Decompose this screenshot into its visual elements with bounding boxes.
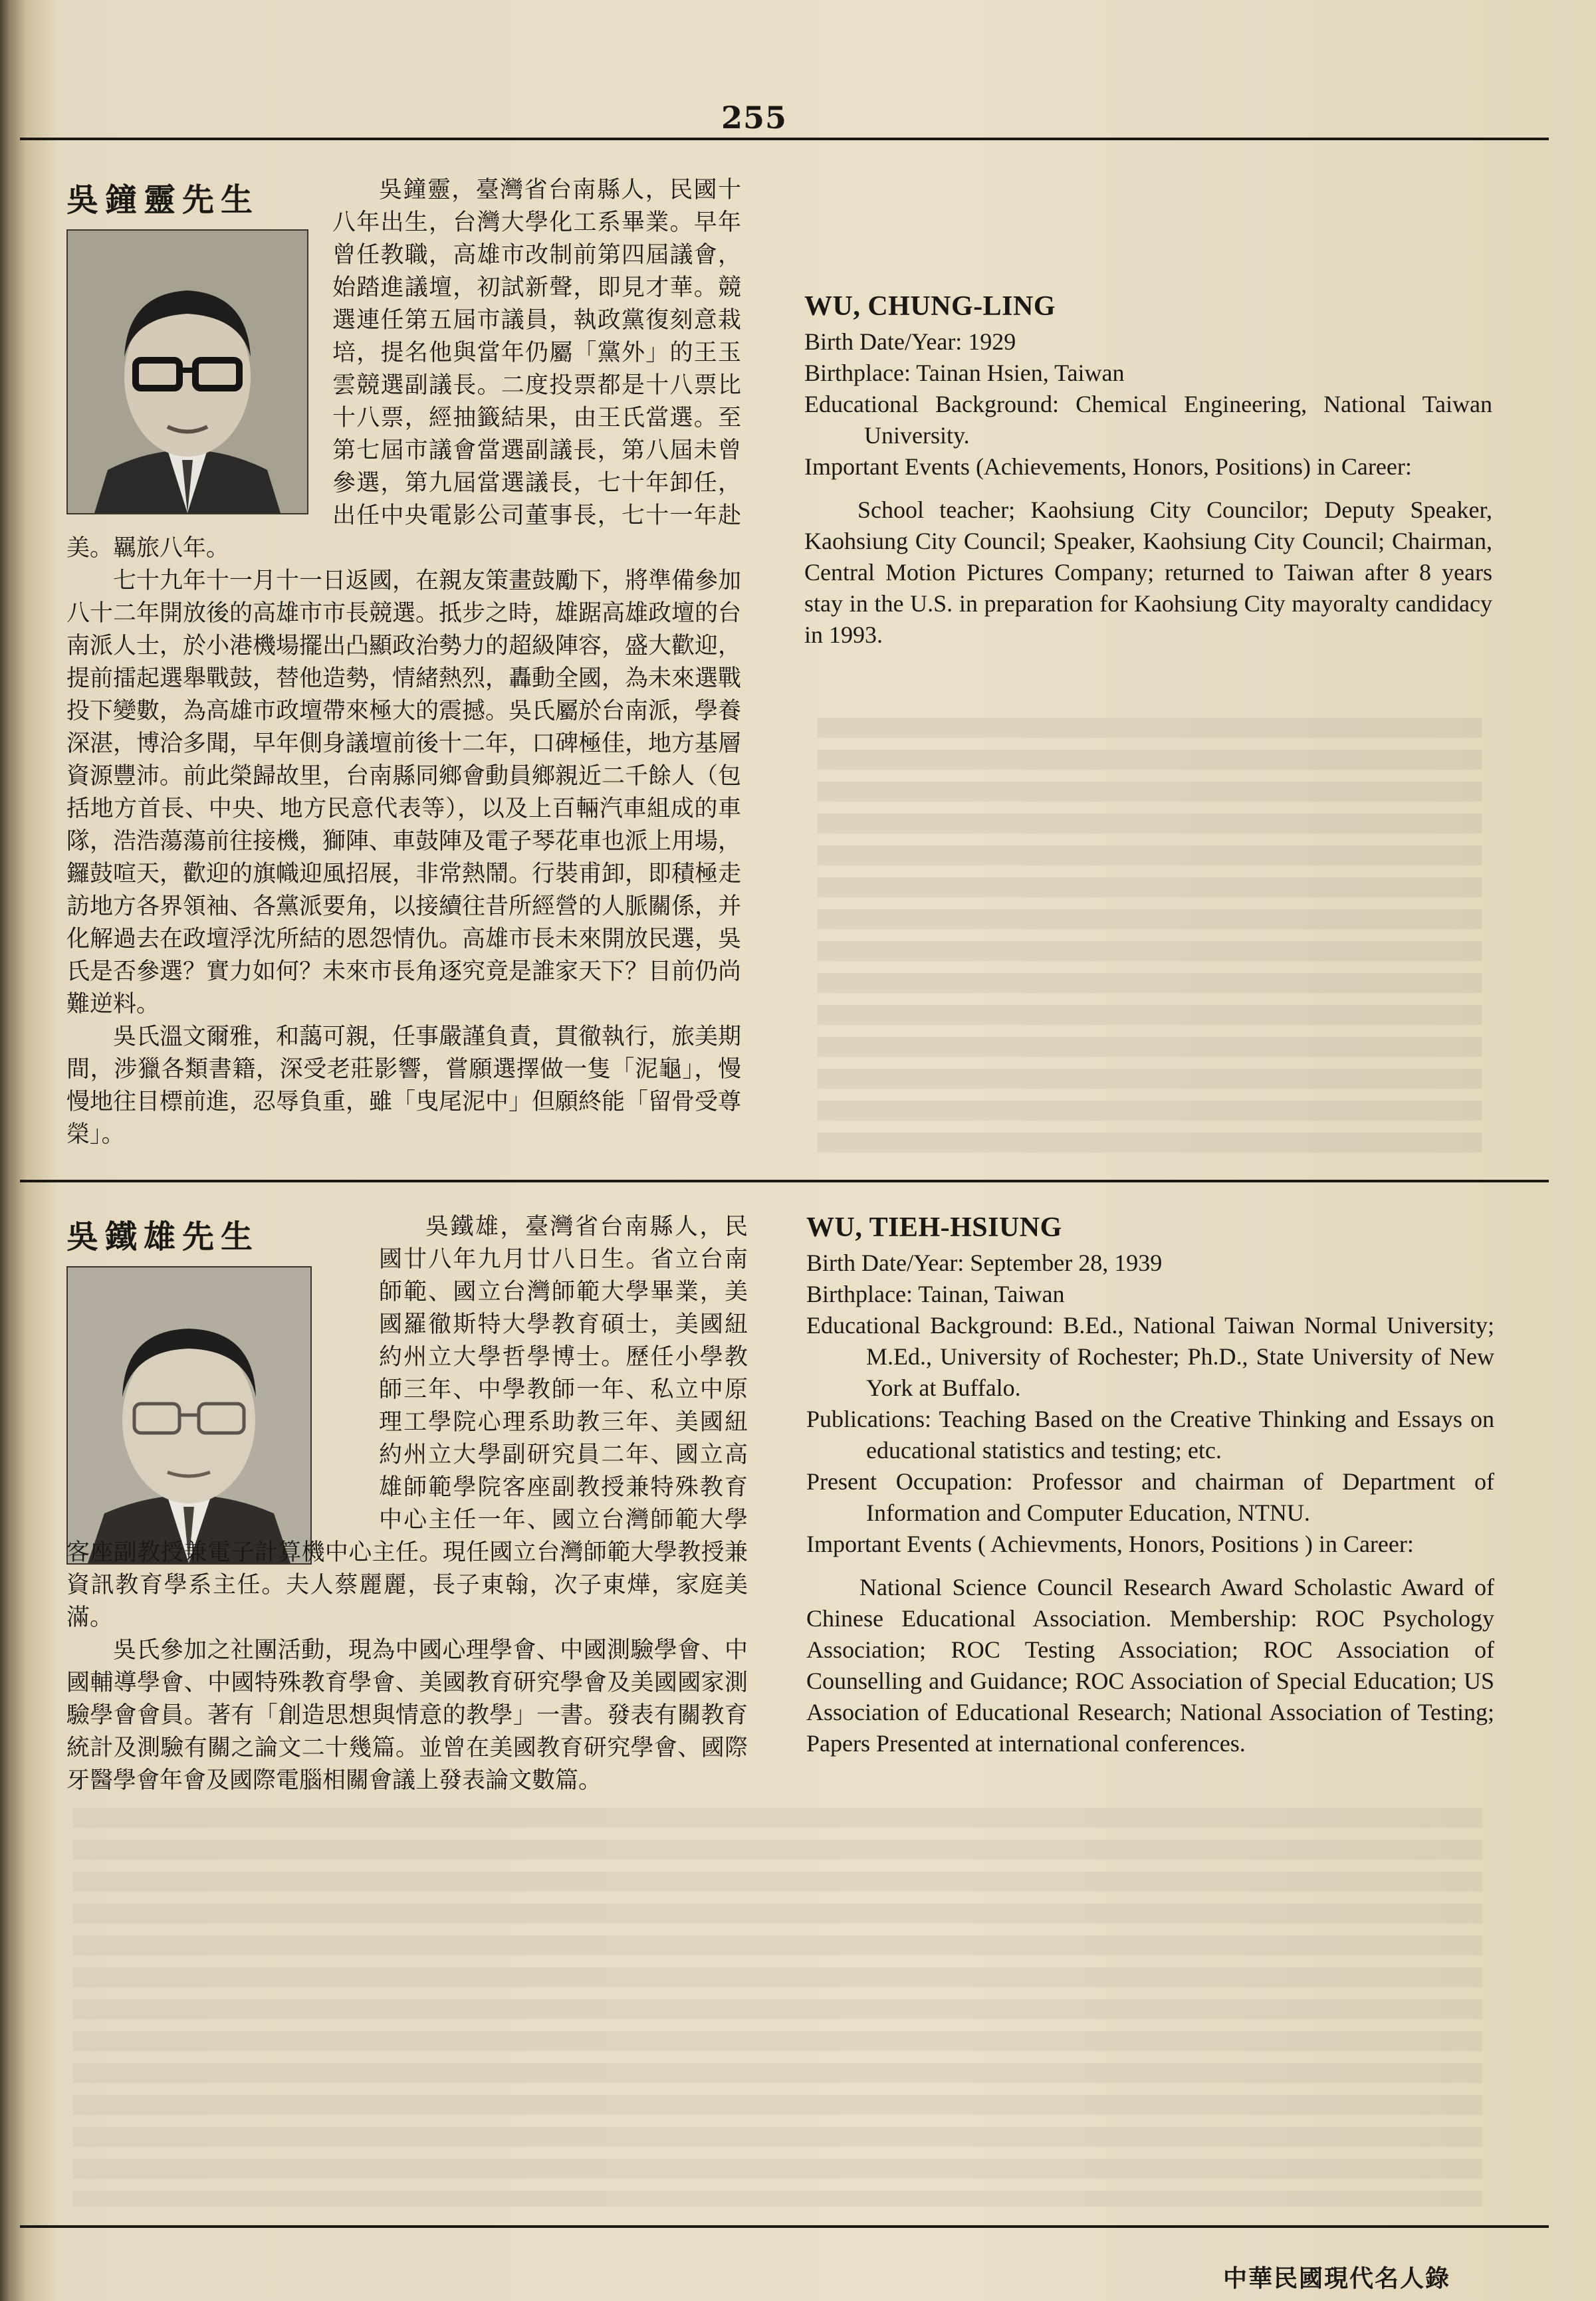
entry1-chinese-bio bbox=[66, 174, 741, 1151]
entry1-photo-spacer bbox=[66, 174, 332, 516]
entry2-english-bio bbox=[806, 1212, 1494, 1759]
entry1-birth-date: Birth Date/Year: 1929 bbox=[804, 328, 1016, 355]
entry1-birthplace: Birthplace: Tainan Hsien, Taiwan bbox=[804, 360, 1125, 386]
page-number: 255 bbox=[721, 100, 788, 136]
entry2-photo-spacer bbox=[66, 1211, 379, 1537]
entry1-zh-paragraph-1 bbox=[66, 174, 741, 565]
entry2-zh-paragraph-1 bbox=[66, 1211, 748, 1634]
page-footer: 中華民國現代名人錄 bbox=[1223, 2265, 1451, 2292]
entry1-chinese-name: 吳鐘靈先生 bbox=[66, 181, 260, 219]
entry1-english-bio bbox=[804, 291, 1492, 651]
entry2-english-name: WU, TIEH-HSIUNG bbox=[806, 1212, 1062, 1243]
entry2-occupation: Present Occupation: Professor and chairman of Department of Information and Computer Education, NTNU. bbox=[806, 1468, 1494, 1526]
entry2-publications: Publications: Teaching Based on the Creative Thinking and Essays on educational statistics and testing; etc. bbox=[806, 1406, 1494, 1464]
entry1-english-name: WU, CHUNG-LING bbox=[804, 291, 1056, 322]
entry1-education: Educational Background: Chemical Engineering, National Taiwan University. bbox=[804, 391, 1492, 449]
entry2-birthplace: Birthplace: Tainan, Taiwan bbox=[806, 1281, 1065, 1307]
entry1-zh-paragraph-3: 吳氏溫文爾雅，和藹可親，任事嚴謹負責，貫徹執行，旅美期間，涉獵各類書籍，深受老莊影響，嘗願選擇做一隻「泥龜」，慢慢地往目標前進，忍辱負重，雖「曳尾泥中」但願終能「留骨受尊榮」。 bbox=[66, 1024, 742, 1148]
bleed-through-shadow bbox=[818, 718, 1482, 1156]
entry1-events-label: Important Events (Achievements, Honors, Positions) in Career: bbox=[804, 453, 1412, 480]
bleed-through-shadow-2 bbox=[73, 1808, 1482, 2207]
entry1-zh-paragraph-2: 七十九年十一月十一日返國，在親友策畫鼓勵下，將準備參加八十二年開放後的高雄市市長競選。抵步之時，雄踞高雄政壇的台南派人士，於小港機場擺出凸顯政治勢力的超級陣容，盛大歡迎，提前擂起選舉戰鼓，替他造勢，情緒熱烈，轟動全國，為未來選戰投下變數，為高雄市政壇帶來極大的震撼。吳氏屬於台南派，學養深湛，博洽多聞，早年側身議壇前後十二年，口碑極佳，地方基層資源豐沛。前此榮歸故里，台南縣同鄉會動員鄉親近二千餘人（包括地方首長、中央、地方民意代表等），以及上百輛汽車組成的車隊，浩浩蕩蕩前往接機，獅陣、車鼓陣及電子琴花車也派上用場，鑼鼓喧天，歡迎的旗幟迎風招展，非常熱鬧。行裝甫卸，即積極走訪地方各界領袖、各黨派要角，以接續往昔所經營的人脈關係，并化解過去在政壇浮沈所結的恩怨情仇。高雄市長未來開放民選，吳氏是否參選？實力如何？未來市長角逐究竟是誰家天下？目前仍尚難逆料。 bbox=[66, 568, 742, 1018]
entry2-birth-date: Birth Date/Year: September 28, 1939 bbox=[806, 1250, 1163, 1276]
entry1-zh-text-1: 吳鐘靈，臺灣省台南縣人，民國十八年出生，台灣大學化工系畢業。早年曾任教職，高雄市改制前第四屆議會，始踏進議壇，初試新聲，即見才華。競選連任第五屆市議員，執政黨復刻意栽培，提名他與當年仍屬「黨外」的王玉雲競選副議長。二度投票都是十八票比十八票，經抽籤結果，由王氏當選。至第七屆市議會當選副議長，第八屆未曾參選，第九屆當選議長，七十年卸任，出任中央電影公司董事長，七十一年赴美。羈旅八年。 bbox=[66, 177, 741, 562]
top-rule bbox=[20, 138, 1549, 140]
middle-rule bbox=[20, 1180, 1549, 1182]
entry2-chinese-name: 吳鐵雄先生 bbox=[66, 1218, 260, 1256]
bottom-rule bbox=[20, 2225, 1549, 2228]
entry2-education: Educational Background: B.Ed., National Taiwan Normal University; M.Ed., University of Rochester; Ph.D., State University of New York at Buffalo. bbox=[806, 1312, 1494, 1401]
entry2-events-label: Important Events ( Achievments, Honors, Positions ) in Career: bbox=[806, 1531, 1414, 1557]
entry2-zh-text-1: 吳鐵雄，臺灣省台南縣人，民國廿八年九月廿八日生。省立台南師範、國立台灣師範大學畢業，美國羅徹斯特大學教育碩士，美國紐約州立大學哲學博士。歷任小學教師三年、中學教師一年、私立中原理工學院心理系助教三年、美國紐約州立大學副研究員二年、國立高雄師範學院客座副教授兼特殊教育中心主任一年、國立台灣師範大學客座副教授兼電子計算機中心主任。現任國立台灣師範大學教授兼資訊教育學系主任。夫人蔡麗麗，長子東翰，次子東燁，家庭美滿。 bbox=[66, 1214, 748, 1631]
entry2-zh-paragraph-2: 吳氏參加之社團活動，現為中國心理學會、中國測驗學會、中國輔導學會、中國特殊教育學會、美國教育研究學會及美國國家測驗學會會員。著有「創造思想與情意的教學」一書。發表有關教育統計及測驗有關之論文二十幾篇。並曾在美國教育研究學會、國際牙醫學會年會及國際電腦相關會議上發表論文數篇。 bbox=[66, 1637, 748, 1794]
entry1-events: School teacher; Kaohsiung City Councilor; Deputy Speaker, Kaohsiung City Council; Speaker, Kaohsiung City Council; Chairman, Central Motion Pictures Company; returned to Taiwan after 8 years stay in the U.S. in preparation for Kaohsiung City mayoralty candidacy in 1993. bbox=[804, 496, 1492, 648]
entry2-chinese-bio bbox=[66, 1211, 748, 1797]
entry2-events: National Science Council Research Award Scholastic Award of Chinese Educational Association. Membership: ROC Psychology Association; ROC Testing Association; ROC Association of Counselling and Guidance; ROC Association of Special Education; US Association of Educational Research; National Association of Testing; Papers Presented at international conferences. bbox=[806, 1574, 1494, 1757]
